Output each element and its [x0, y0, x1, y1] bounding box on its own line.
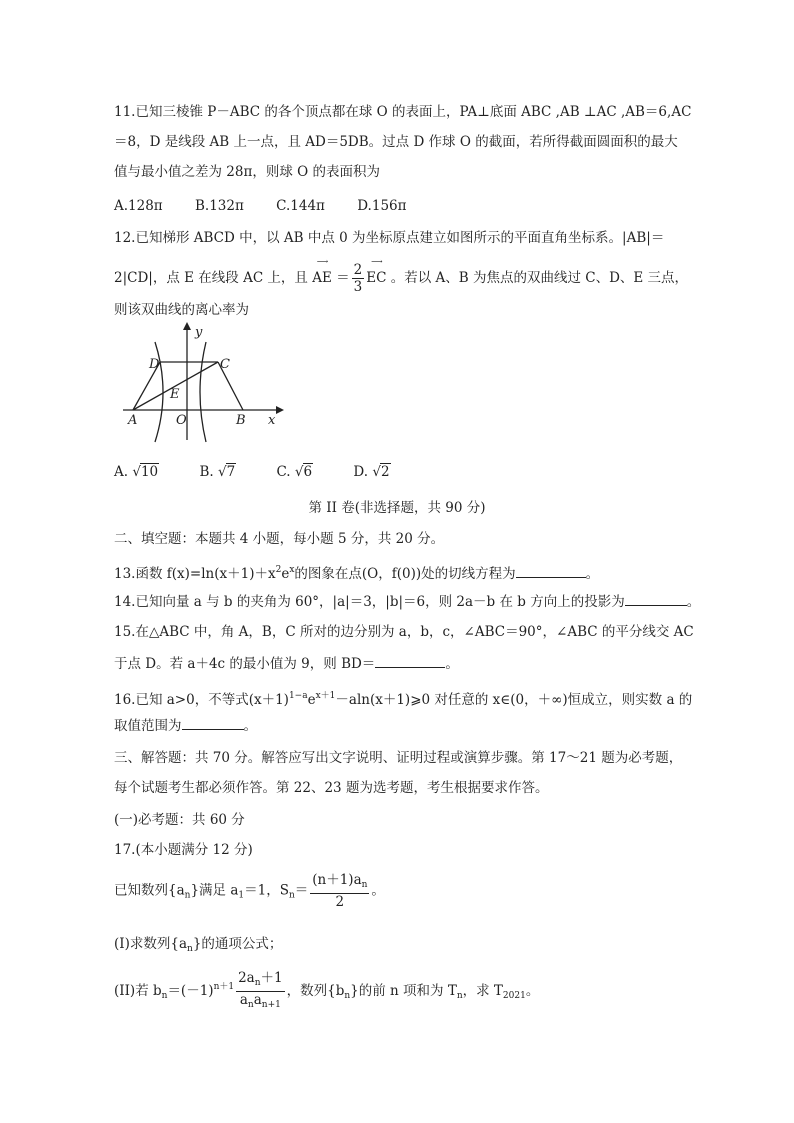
q11-line1: 11.已知三棱锥 P－ABC 的各个顶点都在球 O 的表面上，PA⊥底面 ABC ,AB ⊥AC ,AB＝6,AC [114, 104, 692, 120]
q12-line1: 12.已知梯形 ABCD 中，以 AB 中点 0 为坐标原点建立如图所示的平面直角坐标系。|AB|＝ [114, 230, 665, 246]
required-label: (一)必考题：共 60 分 [114, 812, 245, 828]
q12-figure [118, 322, 288, 444]
q12-fraction: $\frac{2}{3}$ [353, 262, 363, 295]
q13-answer-blank[interactable] [516, 565, 586, 578]
q12-option-d: D. √2 [353, 464, 390, 480]
q17-bn-fraction: $\frac{2a_n+1}{a_na_{n+1}}$ [236, 970, 285, 1013]
label-y: y [195, 325, 203, 340]
q13: 13.函数 $f(x)=\ln(x+1)+x^2e^x$的图象在点(O，f(0))处的切线方程为 。 [114, 565, 600, 582]
segment-ac [133, 362, 218, 410]
label-x: x [268, 413, 276, 428]
q15-line1: 15.在△ABC 中，角 A，B，C 所对的边分别为 a，b，c，∠ABC＝90°，∠ABC 的平分线交 AC [114, 624, 694, 640]
q11-options [114, 196, 435, 216]
q12-option-c: C. √6 [276, 464, 313, 480]
q16-answer-blank[interactable] [182, 717, 244, 730]
solve-header-line2: 每个试题考生都必须作答。第 22、23 题为选考题，考生根据要求作答。 [114, 780, 549, 796]
solve-header-line1: 三、解答题：共 70 分。解答应写出文字说明、证明过程或演算步骤。第 17～21 题为必考题， [114, 750, 683, 766]
q12-eq: ＝ [336, 270, 350, 286]
section2-title: 第 II 卷(非选择题，共 90 分) [308, 500, 486, 516]
q12-line3: 则该双曲线的离心率为 [114, 302, 249, 318]
q14-answer-blank[interactable] [625, 593, 687, 606]
q16-line2: 取值范围为 。 [114, 718, 257, 734]
q12-line2-b: 。若以 A、B 为焦点的双曲线过 C、D、E 三点， [390, 270, 689, 286]
q17-title: 17.(本小题满分 12 分) [114, 842, 253, 858]
q15-line2: 于点 D。若 a＋4c 的最小值为 9，则 BD＝ 。 [114, 656, 459, 672]
x-arrow-head [276, 406, 284, 414]
q12-vector-ae: ⟶ AE [312, 257, 332, 286]
label-d: D [149, 357, 160, 372]
q11-line3: 值与最小值之差为 28π，则球 O 的表面积为 [114, 164, 380, 180]
label-c: C [220, 357, 230, 372]
q14: 14.已知向量 a 与 b 的夹角为 60°，|a|＝3，|b|＝6，则 2a－b 在 b 方向上的投影为 。 [114, 594, 701, 610]
q12-vector-ec: ⟶ EC [366, 257, 387, 286]
q17-given: 已知数列$\{a_n\}$满足 $a_1=1$，$S_n=$ $\frac{(n+1)a_n}{2}$ 。 [114, 872, 385, 910]
label-e: E [170, 387, 180, 402]
q11-option-d: D.156π [357, 198, 407, 214]
label-o: O [176, 413, 187, 428]
q12-option-a: A. √10 [114, 464, 159, 480]
q12-line2 [114, 257, 689, 295]
fill-header: 二、填空题：本题共 4 小题，每小题 5 分，共 20 分。 [114, 531, 445, 547]
q17-part1: (I)求数列$\{a_n\}$的通项公式； [114, 936, 283, 954]
q12-options [114, 462, 419, 482]
label-a: A [128, 413, 138, 428]
q17-sn-fraction: $\frac{(n+1)a_n}{2}$ [312, 872, 368, 910]
q11-option-c: C.144π [276, 198, 325, 214]
q11-option-b: B.132π [194, 198, 244, 214]
q15-answer-blank[interactable] [375, 655, 445, 668]
q16-line1: 16.已知 a>0，不等式$(x+1)^{1-a}e^{x+1}-aln(x+1)⩾0$ 对任意的 x∈(0，＋∞)恒成立，则实数 a 的 [114, 691, 693, 708]
y-arrow-head [183, 322, 191, 330]
q12-option-b: B. √7 [199, 464, 236, 480]
hyperbola-right-branch [200, 342, 206, 442]
q11-line2: ＝8，D 是线段 AB 上一点，且 AD＝5DB。过点 D 作球 O 的截面，若所得截面圆面积的最大 [114, 134, 678, 150]
q11-option-a: A.128π [114, 198, 163, 214]
q17-part2: (II)若 $b_n=(-1)^{n+1}$ $\frac{2a_n+1}{a_na_{n+1}}$ ，数列$\{b_n\}$的前 n 项和为 $T_n$，求 $T_{2021}$。 [114, 970, 539, 1013]
q12-line2-a: 2|CD|，点 E 在线段 AC 上，且 [114, 270, 308, 286]
label-b: B [236, 413, 246, 428]
